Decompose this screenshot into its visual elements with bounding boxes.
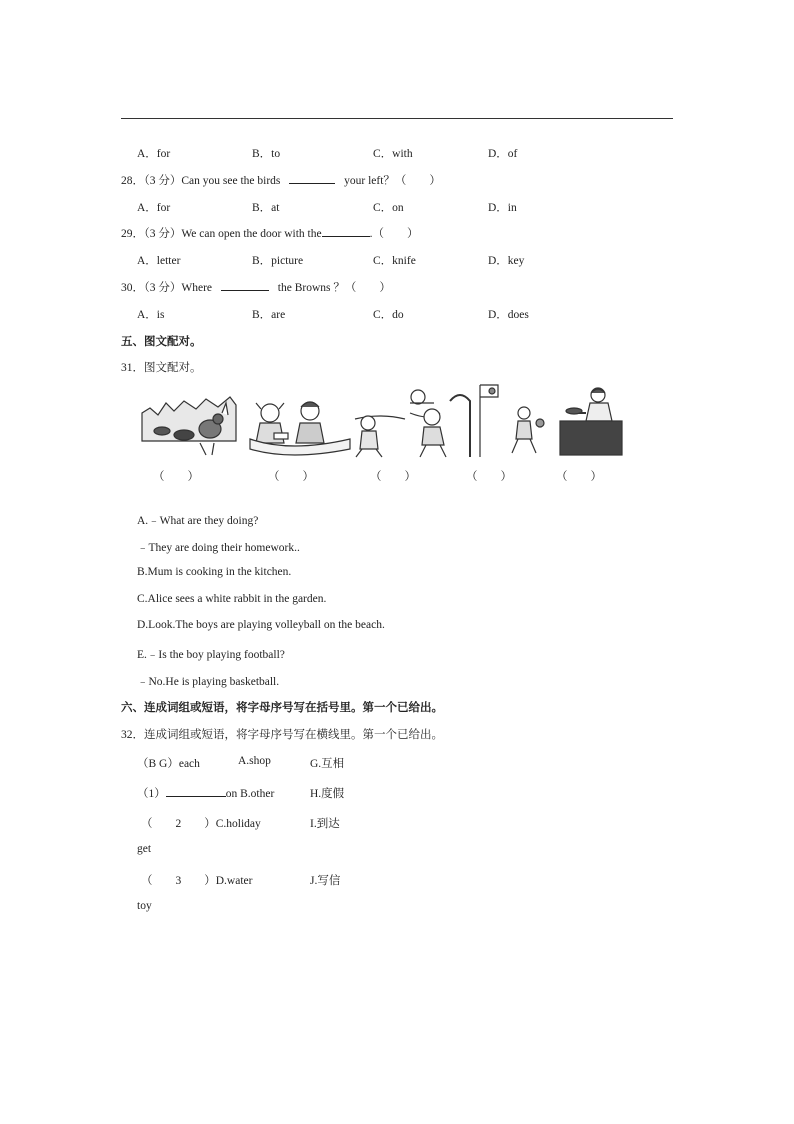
picture-answer-2[interactable]: （ ） bbox=[268, 471, 314, 483]
picture-volleyball-beach bbox=[355, 390, 470, 457]
q29-stem-end: .（ ） bbox=[369, 228, 419, 240]
picture-basketball bbox=[480, 385, 544, 457]
section5-title: 五、图文配对。 bbox=[121, 336, 202, 348]
q32-word-toy: toy bbox=[137, 900, 152, 912]
q32-row2-blank[interactable] bbox=[166, 786, 226, 797]
q29-stem bbox=[121, 225, 418, 241]
q32-row3-left: （ 2 ）C.holiday bbox=[141, 818, 261, 830]
q30-stem bbox=[121, 279, 391, 295]
section6-title: 六、连成词组或短语，将字母序号写在括号里。第一个已给出。 bbox=[121, 702, 443, 714]
q27-option-d: D．of bbox=[488, 148, 518, 160]
q28-option-a: A．for bbox=[137, 202, 171, 214]
q28-stem-start: 28．（3 分）Can you see the birds bbox=[121, 175, 281, 187]
q32-row2-right: H.度假 bbox=[310, 788, 345, 800]
q27-option-c: C．with bbox=[373, 148, 413, 160]
q32-row2-text: on B.other bbox=[225, 788, 275, 800]
q32-row1-mid: A.shop bbox=[238, 755, 271, 767]
q28-stem-end: your left？（ ） bbox=[344, 175, 441, 187]
q32-row3-right: I.到达 bbox=[310, 818, 340, 830]
q28-option-b: B．at bbox=[252, 202, 280, 214]
q27-option-a: A．for bbox=[137, 148, 171, 160]
q28-blank bbox=[289, 173, 335, 184]
picture-answer-3[interactable]: （ ） bbox=[370, 471, 416, 483]
q29-blank bbox=[322, 226, 370, 237]
q30-option-c: C．do bbox=[373, 309, 404, 321]
q32-row2-number: （1） bbox=[137, 788, 166, 800]
match-sentence-e1: E.﹣Is the boy playing football? bbox=[137, 649, 285, 661]
q32-row5-left: （ 3 ）D.water bbox=[141, 875, 253, 887]
top-rule bbox=[121, 118, 673, 119]
q32-row1-left: （B G）each bbox=[137, 758, 200, 770]
q30-stem-start: 30．（3 分）Where bbox=[121, 282, 213, 294]
picture-answer-4[interactable]: （ ） bbox=[466, 471, 512, 483]
match-sentence-b: B.Mum is cooking in the kitchen. bbox=[137, 566, 292, 578]
match-sentence-a2: ﹣They are doing their homework.. bbox=[137, 542, 300, 554]
q32-row1-right: G.互相 bbox=[310, 758, 345, 770]
q28-option-d: D．in bbox=[488, 202, 517, 214]
q30-option-a: A．is bbox=[137, 309, 165, 321]
picture-homework bbox=[250, 402, 350, 455]
q32-row2-left bbox=[137, 785, 274, 801]
q30-option-d: D．does bbox=[488, 309, 529, 321]
q27-option-b: B．to bbox=[252, 148, 281, 160]
q32-word-get: get bbox=[137, 843, 152, 855]
picture-strip bbox=[140, 383, 630, 458]
picture-answer-5[interactable]: （ ） bbox=[556, 471, 602, 483]
picture-answer-1[interactable]: （ ） bbox=[153, 471, 199, 483]
q29-option-c: C．knife bbox=[373, 255, 416, 267]
q30-blank bbox=[221, 280, 269, 291]
q29-option-b: B．picture bbox=[252, 255, 304, 267]
picture-cooking-kitchen bbox=[560, 388, 622, 455]
match-sentence-c: C.Alice sees a white rabbit in the garden. bbox=[137, 593, 327, 605]
q29-option-d: D．key bbox=[488, 255, 525, 267]
q29-option-a: A．letter bbox=[137, 255, 181, 267]
match-sentence-d: D.Look.The boys are playing volleyball on the beach. bbox=[137, 619, 385, 631]
q31-title: 31．图文配对。 bbox=[121, 362, 202, 374]
match-sentence-e2: ﹣No.He is playing basketball. bbox=[137, 676, 280, 688]
q32-row5-right: J.写信 bbox=[310, 875, 341, 887]
match-sentence-a1: A.﹣What are they doing? bbox=[137, 515, 259, 527]
q32-title: 32．连成词组或短语，将字母序号写在横线里。第一个已给出。 bbox=[121, 729, 443, 741]
q30-stem-end: the Browns ？（ ） bbox=[277, 282, 391, 294]
picture-garden-rabbit bbox=[142, 397, 236, 455]
q30-option-b: B．are bbox=[252, 309, 286, 321]
q28-stem bbox=[121, 172, 441, 188]
q29-stem-start: 29．（3 分）We can open the door with the bbox=[121, 228, 322, 240]
q28-option-c: C．on bbox=[373, 202, 404, 214]
